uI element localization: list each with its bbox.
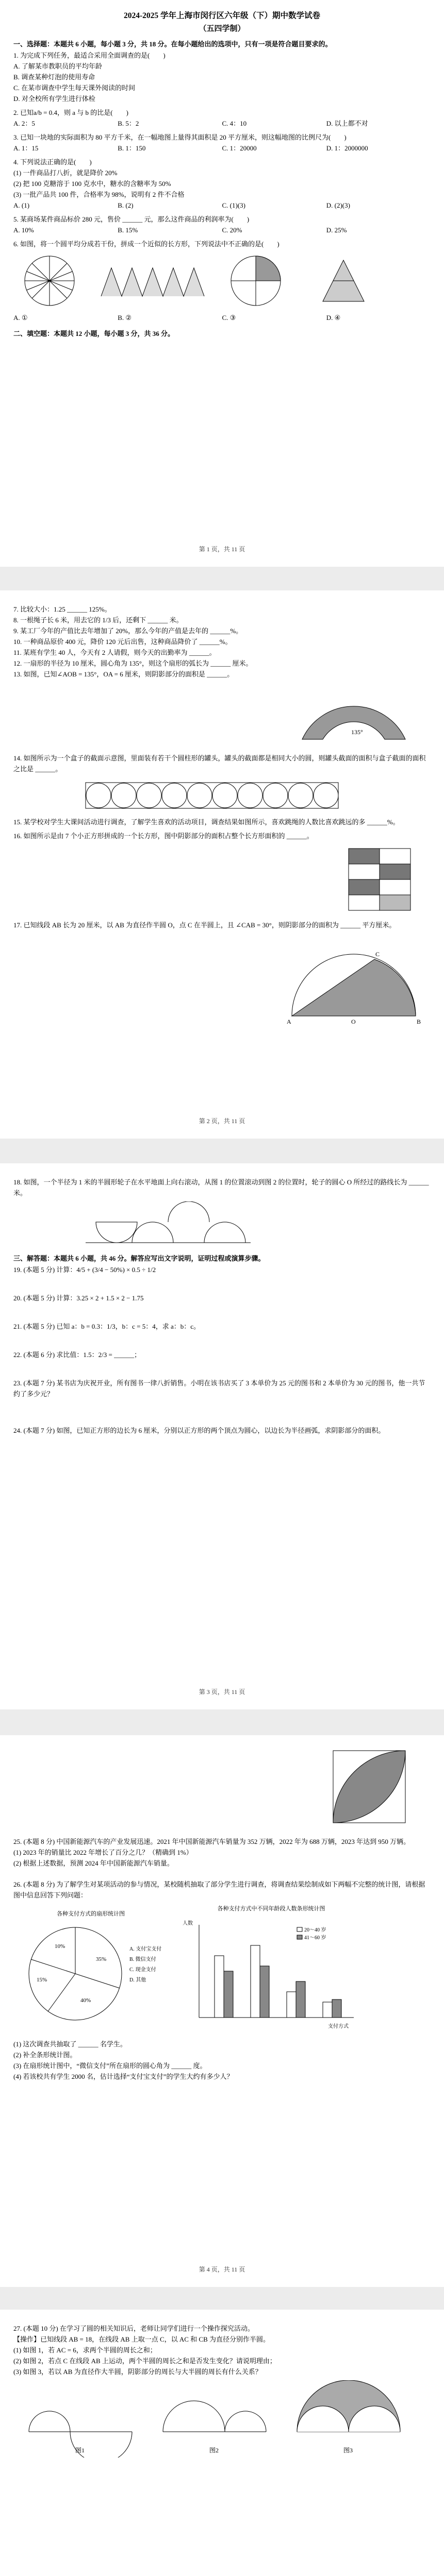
legend-swatch-1 — [297, 1927, 302, 1931]
bar-a-2 — [224, 1971, 233, 2018]
q26-part-2: (2) 补全条形统计图。 — [13, 2051, 77, 2059]
bar-chart-title: 各种支付方式中不同年龄段人数条形统计图 — [217, 1906, 325, 1912]
legend-swatch-2 — [297, 1935, 302, 1939]
pie-slice-label-a: 35% — [96, 1956, 107, 1962]
bar-chart — [178, 1914, 364, 2033]
page-4 — [0, 1735, 444, 2287]
question-10: 10. 一种商品原价 400 元，降价 120 元后出售，这种商品降价了 ______%。 — [13, 638, 232, 646]
q4-option-a: A. (1) — [13, 201, 30, 209]
sector-ring — [302, 706, 405, 739]
squares-grid — [349, 849, 410, 910]
bar-legend-1: 20～40 岁 — [304, 1927, 326, 1933]
rectangle-approx — [101, 268, 204, 296]
q5-option-d: D. 25% — [326, 226, 347, 234]
question-13: 13. 如图，已知∠AOB = 135°，OA = 6 厘米，则阴影部分的面积是 ______。 — [13, 670, 234, 678]
svg-text:B: B — [417, 1018, 421, 1025]
page-footer-2: 第 2 页，共 11 页 — [199, 1117, 245, 1125]
bar-chart-panel — [178, 1904, 364, 2036]
q1-option-c: C. 在某市调查中学生每天课外阅读的时间 — [13, 84, 136, 92]
sector-circle-1 — [25, 256, 74, 306]
pie-slice-label-c: 15% — [37, 1977, 47, 1983]
question-18: 18. 如图，一个半径为 1 米的半圆形轮子在水平地面上向右滚动，从图 1 的位置滚动到图 2 的位置时，轮子的圆心 O 所经过的路线长为 ______ 米。 — [13, 1178, 429, 1197]
q1-option-a: A. 了解某市教职员的平均年龄 — [13, 62, 102, 70]
pie-legend-b: B. 微信支付 — [129, 1957, 156, 1962]
pie-chart-panel — [13, 1909, 168, 2030]
question-4: 4. 下列说法正确的是( ) — [13, 158, 92, 166]
question-11: 11. 某班有学生 40 人，今天有 2 人请假，则今天的出勤率为 ______。 — [13, 649, 216, 656]
sector-circle-2 — [231, 256, 281, 306]
q27-part-2: (2) 如图 2，若点 C 在线段 AB 上运动，两个半圆的周长之和是否发生变化？请说明理由； — [13, 2357, 276, 2365]
q4-option-d: D. (2)(3) — [326, 201, 350, 209]
page-2 — [0, 590, 444, 1139]
svg-text:135°: 135° — [351, 728, 363, 736]
q24-figure-square-arcs — [13, 1745, 426, 1833]
q6-option-c: C. ③ — [222, 314, 236, 321]
q5-option-a: A. 10% — [13, 226, 34, 234]
question-6: 6. 如图，将一个圆平均分成若干份，拼成一个近似的长方形，下列说法中不正确的是( ) — [13, 240, 279, 248]
pie-slice-label-b: 40% — [80, 1997, 91, 2004]
question-21: 21. (本题 5 分) 已知 a：b = 0.3：1/3，b：c = 5：4，求 a：b：c。 — [13, 1323, 201, 1330]
svg-text:A: A — [287, 1018, 291, 1025]
page-footer-1: 第 1 页，共 11 页 — [199, 546, 245, 553]
question-26: 26. (本题 8 分) 为了解学生对某项活动的参与情况，某校随机抽取了部分学生进行调查，将调查结果绘制成如下两幅不完整的统计图，请根据图中信息回答下列问题： — [13, 1880, 425, 1899]
q2-option-a: A. 2：5 — [13, 120, 35, 127]
bar-d-2 — [332, 1999, 341, 2018]
question-12: 12. 一扇形的半径为 10 厘米，圆心角为 135°，则这个扇形的弧长为 ______ 厘米。 — [13, 659, 253, 667]
question-16: 16. 如图所示是由 7 个小正方形拼成的一个长方形，图中阴影部分的面积占整个长方形面积的 ______。 — [13, 832, 314, 840]
q25-part-1: (1) 2023 年的销量比 2022 年增长了百分之几？（精确到 1%） — [13, 1849, 193, 1856]
q5-options — [13, 225, 431, 235]
q27-figures — [13, 2380, 426, 2458]
q3-options — [13, 143, 431, 154]
question-9: 9. 某工厂今年的产值比去年增加了 20%，那么今年的产值是去年的 ______%。 — [13, 627, 243, 635]
question-5: 5. 某商场某件商品标价 280 元，售价 ______ 元，那么这件商品的利润率为( ) — [13, 215, 250, 223]
svg-text:O: O — [351, 1018, 356, 1025]
question-8: 8. 一根绳子长 6 米，用去它的 1/3 后，还剩下 ______ 米。 — [13, 616, 183, 624]
question-2: 2. 已知a/b = 0.4，则 a 与 b 的比是( ) — [13, 109, 128, 116]
q27-operation: 【操作】已知线段 AB = 18，在线段 AB 上取一点 C，以 AC 和 CB 为直径分别作半圆。 — [13, 2335, 270, 2343]
q1-option-b: B. 调查某种灯泡的使用寿命 — [13, 73, 95, 81]
q4-statement-3: (3) 一批产品共 100 件，合格率为 98%，说明有 2 件不合格 — [13, 191, 185, 198]
q4-option-b: B. (2) — [118, 201, 134, 209]
bar-legend-2: 41～60 岁 — [304, 1935, 326, 1941]
q2-option-d: D. 以上都不对 — [326, 120, 368, 127]
question-14: 14. 如图所示为一个盒子的截面示意图，里面装有若干个圆柱形的罐头，罐头的截面都是相同大小的圆，则罐头截面的面积与盒子截面的面积之比是 ______。 — [13, 754, 426, 773]
svg-text:C: C — [375, 951, 380, 958]
q6-option-b: B. ② — [118, 314, 132, 321]
q14-figure-cans — [13, 777, 426, 814]
page-footer-4: 第 4 页，共 11 页 — [199, 2266, 245, 2273]
wheels — [86, 1201, 251, 1243]
question-1: 1. 为完成下列任务，最适合采用全面调查的是( ) — [13, 52, 166, 59]
exam-subtitle: （五四学制） — [199, 25, 245, 33]
q3-option-a: A. 1：15 — [13, 144, 39, 152]
question-23: 23. (本题 7 分) 某书店为庆祝开业，所有图书一律八折销售。小明在该书店买了 3 本单价为 25 元的图书和 2 本单价为 30 元的图书，他一共节约了多少元？ — [13, 1379, 425, 1398]
q26-part-1: (1) 这次调查共抽取了 ______ 名学生。 — [13, 2040, 127, 2048]
q1-option-d: D. 对全校所有学生进行体检 — [13, 95, 95, 103]
pie-slice-label-d: 10% — [55, 1943, 65, 1950]
fig-3-label: 图3 — [343, 2447, 353, 2454]
question-25: 25. (本题 8 分) 中国新能源汽车的产业发展迅速。2021 年中国新能源汽车销量为 352 万辆，2022 年为 688 万辆，2023 年达到 950 万辆。 — [13, 1838, 410, 1845]
q5-option-c: C. 20% — [222, 226, 242, 234]
semicircle-shape — [287, 951, 421, 1025]
q3-option-d: D. 1：2000000 — [326, 144, 368, 152]
question-15: 15. 某学校对学生大课间活动进行调查，了解学生喜欢的活动项目，调查结果如图所示，喜欢跳绳的人数比喜欢跳远的多 ______%。 — [13, 818, 400, 826]
pie-legend-a: A. 支付宝支付 — [129, 1946, 162, 1952]
q27-part-3: (3) 如图 3，若以 AB 为直径作大半圆，阴影部分的周长与大半圆的周长有什么关系？ — [13, 2368, 262, 2376]
q6-option-a: A. ① — [13, 314, 28, 321]
section-1-heading: 一、选择题：本题共 6 小题，每小题 3 分，共 18 分。在每小题给出的选项中，只有一项是符合题目要求的。 — [13, 40, 332, 48]
question-24: 24. (本题 7 分) 如图，已知正方形的边长为 6 厘米，分别以正方形的两个顶点为圆心，以边长为半径画弧，求阴影部分的面积。 — [13, 1427, 385, 1434]
section-2-heading: 二、填空题：本题共 12 小题，每小题 3 分，共 36 分。 — [13, 330, 175, 337]
can-circles — [86, 783, 338, 808]
q4-statement-1: (1) 一件商品打八折，就是降价 20% — [13, 169, 118, 177]
section-3-heading: 三、解答题：本题共 6 小题，共 46 分。解答应写出文字说明，证明过程或演算步骤。 — [13, 1255, 265, 1262]
fig-2-label: 图2 — [209, 2447, 219, 2454]
question-7: 7. 比较大小：1.25 ______ 125%。 — [13, 605, 111, 613]
q6-options — [13, 312, 431, 323]
q26-part-3: (3) 在扇形统计图中，“微信支付”所在扇形的圆心角为 ______ 度。 — [13, 2062, 207, 2070]
page-3 — [0, 1163, 444, 1709]
pie-legend-c: C. 现金支付 — [129, 1967, 156, 1973]
fig-2 — [163, 2401, 266, 2432]
question-19: 19. (本题 5 分) 计算：4/5 + (3/4 − 50%) × 0.5 ÷ 1/2 — [13, 1266, 156, 1274]
q4-statement-2: (2) 把 100 克糖溶于 100 克水中，糖水的含糖率为 50% — [13, 180, 171, 188]
page-footer-3: 第 3 页，共 11 页 — [199, 1688, 245, 1696]
q6-option-d: D. ④ — [326, 314, 341, 321]
q13-figure-sector — [13, 683, 426, 750]
q2-options — [13, 118, 431, 129]
q6-figure-circle-sectors — [13, 252, 426, 309]
bar-x-label: 支付方式 — [328, 2024, 349, 2029]
bar-y-label: 人数 — [183, 1921, 193, 1926]
q16-figure-squares — [13, 844, 426, 917]
question-3: 3. 已知一块地的实际面积为 80 平方千米，在一幅地图上量得其面积是 20 平方厘米，则这幅地图的比例尺为( ) — [13, 133, 347, 141]
bar-c-1 — [287, 1992, 296, 2018]
q25-part-2: (2) 根据上述数据，预测 2024 年中国新能源汽车销量。 — [13, 1859, 174, 1867]
fig-1-label: 图1 — [75, 2447, 85, 2454]
pie-chart-title: 各种支付方式的扇形统计图 — [57, 1911, 125, 1917]
q26-part-4: (4) 若该校共有学生 2000 名，估计选择“支付宝支付”的学生大约有多少人？ — [13, 2073, 234, 2080]
pie-legend-d: D. 其他 — [129, 1977, 146, 1983]
pie-chart — [13, 1920, 168, 2028]
page-1 — [0, 0, 444, 567]
question-17: 17. 已知线段 AB 长为 20 厘米，以 AB 为直径作半圆 O，点 C 在半圆上，且 ∠CAB = 30°，则阴影部分的面积为 ______ 平方厘米。 — [13, 921, 396, 929]
q26-charts — [13, 1904, 431, 2036]
exam-title: 2024-2025 学年上海市闵行区六年级（下）期中数学试卷 — [123, 11, 321, 20]
question-22: 22. (本题 6 分) 求比值：1.5：2/3 = ______； — [13, 1351, 141, 1359]
q27-part-1: (1) 如图 1，若 AC = 6，求两个半圆的周长之和； — [13, 2346, 157, 2354]
q5-option-b: B. 15% — [118, 226, 138, 234]
bar-a-1 — [215, 1956, 224, 2018]
triangle-approx — [323, 260, 364, 301]
bar-d-1 — [323, 2002, 332, 2018]
bar-c-2 — [296, 1981, 305, 2018]
fig-3 — [297, 2380, 400, 2432]
q3-option-c: C. 1：20000 — [222, 144, 257, 152]
q17-figure-semicircle — [13, 934, 426, 1026]
q2-option-b: B. 5：2 — [118, 120, 139, 127]
q4-option-c: C. (1)(3) — [222, 201, 245, 209]
bar-b-2 — [260, 1966, 269, 2018]
q18-figure-rolling-wheel — [13, 1201, 426, 1248]
bar-b-1 — [251, 1945, 260, 2018]
square-arcs — [333, 1751, 405, 1823]
q4-options — [13, 200, 431, 211]
q2-option-c: C. 4：10 — [222, 120, 247, 127]
question-27: 27. (本题 10 分) 在学习了圆的相关知识后，老师让同学们进行一个操作探究活动。 — [13, 2325, 254, 2332]
q3-option-b: B. 1：150 — [118, 144, 146, 152]
question-20: 20. (本题 5 分) 计算：3.25 × 2 + 1.5 × 2 − 1.75 — [13, 1294, 144, 1302]
page-5 — [0, 2310, 444, 2576]
